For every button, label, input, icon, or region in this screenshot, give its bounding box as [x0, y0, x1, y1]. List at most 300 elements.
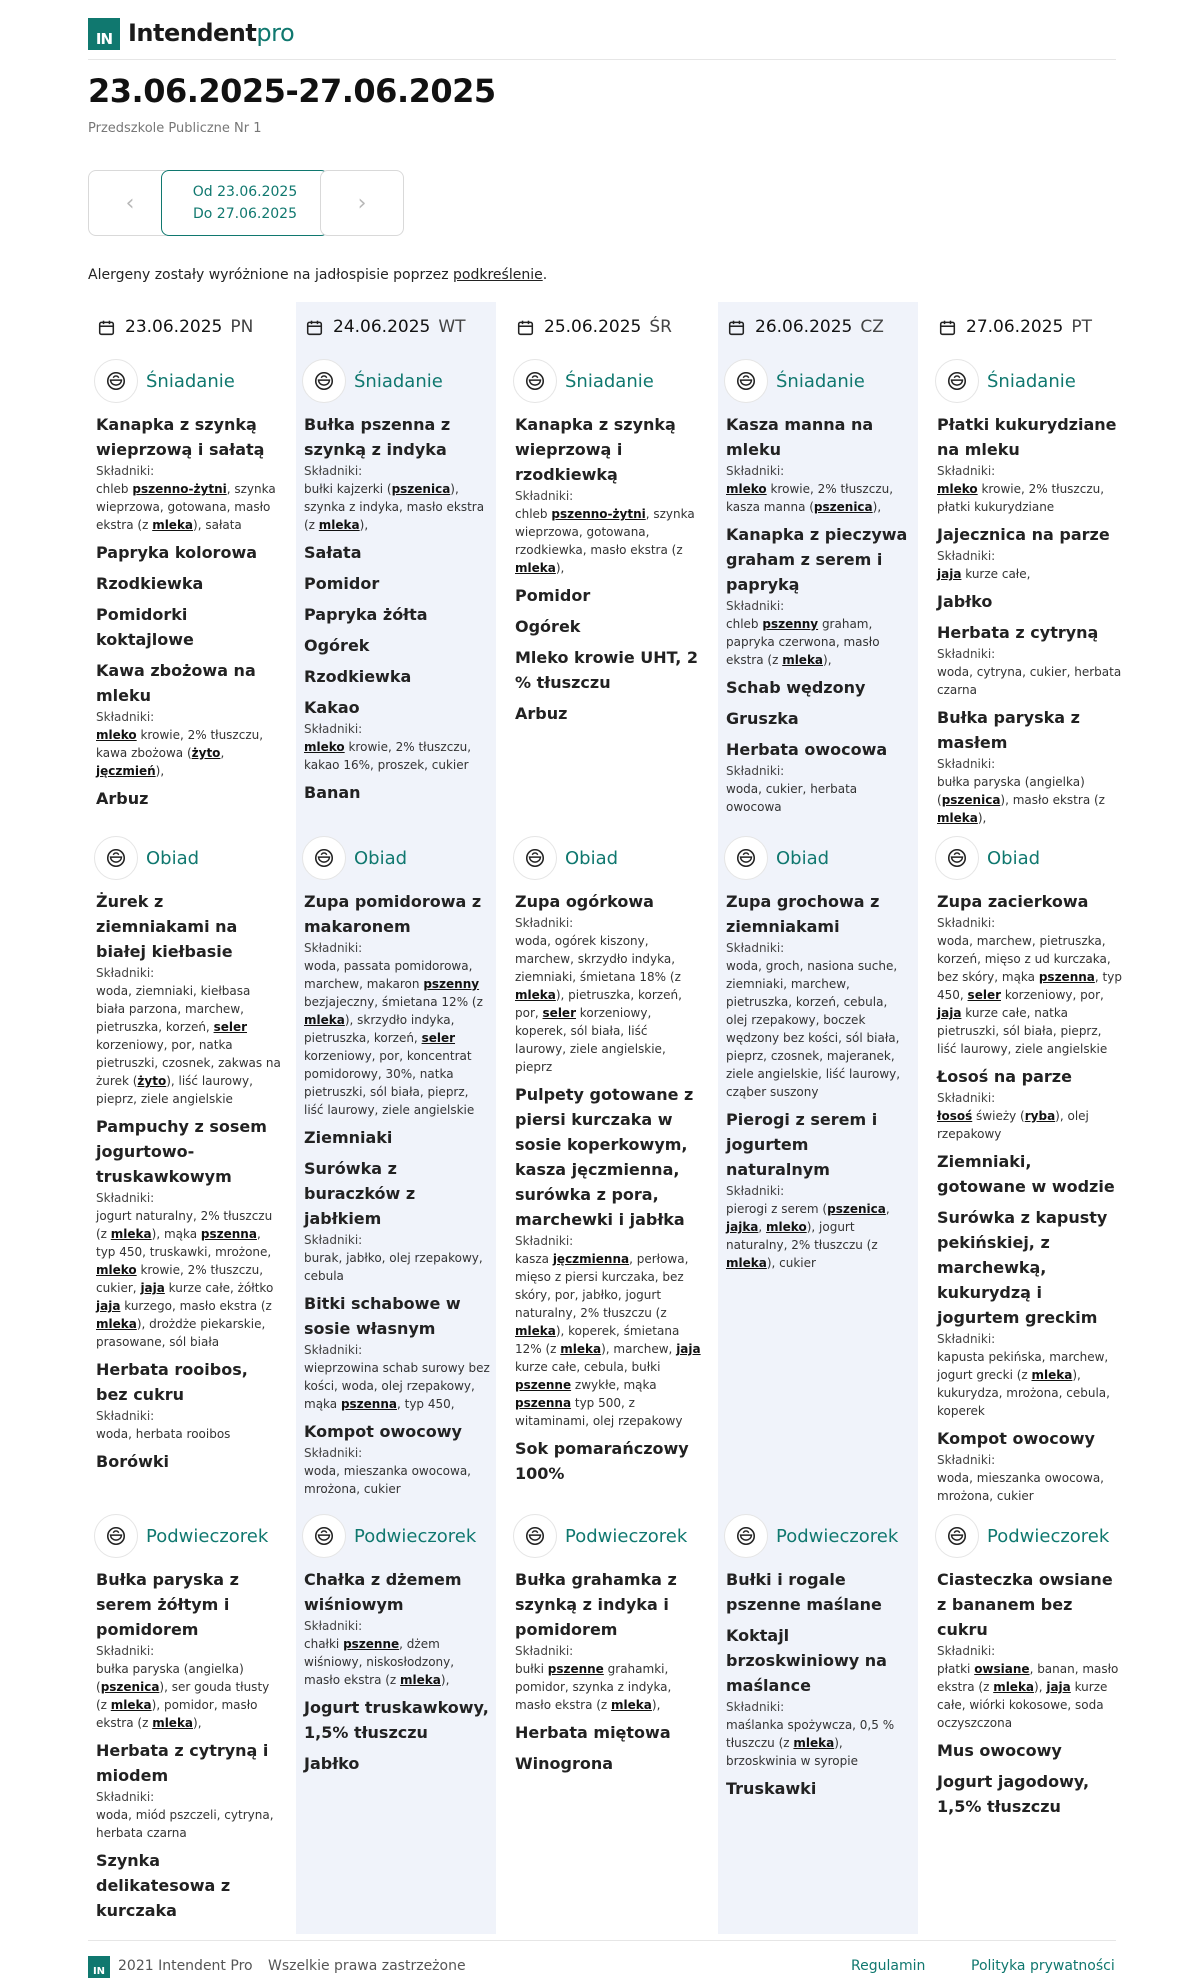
menu-item [96, 1357, 282, 1443]
ingredients-text [726, 615, 912, 669]
allergen: pszenna [1038, 970, 1095, 984]
app-header [88, 18, 1116, 60]
meal-items [296, 889, 496, 1498]
menu-item [96, 540, 282, 565]
privacy-link[interactable]: Polityka prywatności [971, 1958, 1115, 1974]
meal-name: Podwieczorek [146, 1525, 269, 1547]
allergen: jęczmień [96, 764, 156, 778]
day-header [507, 302, 707, 352]
ingredients-text [96, 1207, 282, 1351]
ingredient-text: bułka paryska (angielka) ( [96, 1662, 244, 1694]
meal-bowl-icon [935, 1514, 979, 1558]
meal-name: Obiad [146, 847, 200, 869]
meal-bowl-icon [724, 359, 768, 403]
ingredient-text: bułki [515, 1662, 548, 1676]
range-from: Od 23.06.2025 [192, 184, 298, 200]
meal-name: Śniadanie [354, 370, 443, 392]
menu-item [515, 1082, 701, 1430]
menu-item-name: Winogrona [515, 1754, 614, 1773]
ingredient-text: korzeniowy, por, [1001, 988, 1104, 1002]
menu-item [726, 1567, 912, 1617]
meal-name: Śniadanie [565, 370, 654, 392]
ingredient-text: bułki kajzerki ( [304, 482, 392, 496]
meal-items [296, 412, 496, 805]
allergen: żyto [137, 1074, 167, 1088]
menu-item-name: Kakao [304, 698, 360, 717]
ingredients-label: Składniki: [96, 1191, 155, 1205]
menu-item-name: Schab wędzony [726, 678, 866, 697]
allergen: mleko [726, 482, 767, 496]
meal-items [88, 889, 288, 1474]
ingredients-label: Składniki: [304, 1446, 363, 1460]
ingredient-text: ), jogurt naturalny, 2% tłuszczu (z [726, 1220, 878, 1252]
menu-item-name: Truskawki [726, 1779, 817, 1798]
menu-item-name: Płatki kukurydziane na mleku [937, 415, 1117, 459]
meal-header [724, 1513, 918, 1559]
allergen-note [88, 267, 547, 283]
ingredients-text [304, 1462, 490, 1498]
menu-item [96, 889, 282, 1108]
next-week-button[interactable] [320, 170, 404, 236]
menu-item-name: Jabłko [304, 1754, 360, 1773]
date-range-selector[interactable] [161, 170, 329, 236]
allergen: pszenny [423, 977, 480, 991]
ingredients [96, 1642, 282, 1732]
allergen: pszenno-żytni [551, 507, 646, 521]
menu-item-name: Żurek z ziemniakami na białej kiełbasie [96, 892, 238, 961]
meal-bowl-icon [302, 1514, 346, 1558]
meal-header [513, 835, 707, 881]
menu-item-name: Chałka z dżemem wiśniowym [304, 1570, 462, 1614]
ingredients-label: Składniki: [304, 1233, 363, 1247]
ingredients-text [937, 773, 1123, 827]
ingredients-text [726, 480, 912, 516]
ingredients-text [96, 1806, 282, 1842]
meal-items [507, 412, 707, 726]
ingredients-label: Składniki: [726, 1700, 785, 1714]
ingredients-text [96, 726, 282, 780]
ingredients [937, 645, 1123, 699]
ingredient-text: ), pomidor, masło ekstra (z [96, 1698, 258, 1730]
menu-item-name: Zupa pomidorowa z makaronem [304, 892, 482, 936]
meal-items [929, 889, 1129, 1505]
menu-item-name: Banan [304, 783, 361, 802]
meal-items [507, 1567, 707, 1776]
menu-item [515, 1567, 701, 1714]
menu-item [937, 1205, 1123, 1420]
allergen: mleka [937, 811, 978, 825]
meal-items [507, 889, 707, 1486]
ingredients-label: Składniki: [937, 1453, 996, 1467]
menu-item-name: Mus owocowy [937, 1741, 1062, 1760]
ingredient-text: ), [193, 1716, 202, 1730]
ingredient-text: ), sałata [193, 518, 242, 532]
allergen: mleka [400, 1673, 441, 1687]
ingredients [304, 1231, 490, 1285]
day-header [296, 302, 496, 352]
day-column [88, 302, 288, 1931]
ingredients-label: Składniki: [726, 941, 785, 955]
menu-item-name: Zupa ogórkowa [515, 892, 654, 911]
ingredient-text: , typ 450, [937, 970, 1122, 1002]
day-abbr: ŚR [649, 317, 672, 337]
day-date: 25.06.2025 [544, 317, 642, 337]
meal-header [302, 1513, 496, 1559]
allergen: pszenica [813, 500, 873, 514]
ingredient-text: ), cukier [766, 1256, 816, 1270]
ingredient-text: krowie, 2% tłuszczu, kasza manna ( [726, 482, 894, 514]
ingredients-label: Składniki: [937, 549, 996, 563]
meal-header [513, 358, 707, 404]
ingredient-text: ), olej rzepakowy [937, 1109, 1089, 1141]
ingredients [726, 762, 912, 816]
menu-item [515, 1751, 701, 1776]
ingredients-label: Składniki: [515, 1234, 574, 1248]
ingredient-text: ), ser gouda tłusty (z [96, 1680, 270, 1712]
menu-item-name: Rzodkiewka [96, 574, 204, 593]
allergen: pszenno-żytni [132, 482, 227, 496]
allergen: mleka [110, 1698, 152, 1712]
ingredient-text: ), [555, 561, 565, 575]
menu-item [96, 571, 282, 596]
ingredients [937, 547, 1123, 583]
ingredients [515, 1642, 701, 1714]
ingredient-text: , typ 450, truskawki, mrożone, [96, 1227, 272, 1259]
menu-item [304, 571, 490, 596]
ingredient-text: , [885, 1202, 890, 1216]
menu-item [96, 1567, 282, 1732]
menu-item [937, 705, 1123, 827]
menu-item [96, 658, 282, 780]
menu-item-name: Kasza manna na mleku [726, 415, 874, 459]
meal-header [724, 358, 918, 404]
menu-item [96, 786, 282, 811]
allergen: mleka [304, 1013, 345, 1027]
page-title: 23.06.2025-27.06.2025 [88, 72, 496, 110]
day-column [296, 302, 496, 1931]
allergen: seler [213, 1020, 248, 1034]
ingredient-text: krowie, 2% tłuszczu, płatki kukurydziane [937, 482, 1105, 514]
menu-item-name: Pomidor [304, 574, 380, 593]
meal-items [88, 1567, 288, 1923]
menu-item-name: Papryka kolorowa [96, 543, 258, 562]
menu-item-name: Bułka paryska z serem żółtym i pomidorem [96, 1570, 239, 1639]
allergen: mleko [304, 740, 345, 754]
allergen: pszenica [941, 793, 1001, 807]
menu-item [726, 675, 912, 700]
allergen: jaja [676, 1342, 701, 1356]
meal-items [88, 412, 288, 811]
allergen: jęczmienna [552, 1252, 630, 1266]
ingredients-text [515, 932, 701, 1076]
day-date: 23.06.2025 [125, 317, 223, 337]
meal-name: Podwieczorek [987, 1525, 1110, 1547]
menu-item-name: Ogórek [304, 636, 370, 655]
ingredients [726, 462, 912, 516]
menu-item [304, 780, 490, 805]
day-abbr: PT [1071, 317, 1092, 337]
menu-item [515, 614, 701, 639]
meal-header [935, 1513, 1129, 1559]
allergen: pszenna [200, 1227, 257, 1241]
footer-copyright: 2021 Intendent Pro [118, 1958, 253, 1974]
meal-bowl-icon [724, 836, 768, 880]
ingredients [304, 462, 490, 534]
ingredients-label: Składniki: [304, 941, 363, 955]
ingredients-label: Składniki: [304, 464, 363, 478]
menu-item-name: Jajecznica na parze [937, 525, 1110, 544]
meal-name: Podwieczorek [354, 1525, 477, 1547]
meal-items [718, 889, 918, 1272]
menu-item-name: Sok pomarańczowy 100% [515, 1439, 689, 1483]
menu-item-name: Rzodkiewka [304, 667, 412, 686]
menu-item [726, 1776, 912, 1801]
ingredient-text: krowie, 2% tłuszczu, kakao 16%, proszek, cukier [304, 740, 472, 772]
ingredients [937, 1642, 1123, 1732]
allergen: pszenna [515, 1396, 572, 1410]
menu-item [304, 1695, 490, 1745]
meal-bowl-icon [724, 1514, 768, 1558]
menu-item [304, 602, 490, 627]
ingredient-text: korzeniowy, koperek, sól biała, liść laurowy, ziele angielskie, pieprz [515, 1006, 666, 1074]
ingredient-text: woda, mieszanka owocowa, mrożona, cukier [937, 1471, 1104, 1503]
menu-item-name: Sałata [304, 543, 362, 562]
allergen: ryba [1024, 1109, 1056, 1123]
ingredients-text [304, 1359, 490, 1413]
menu-item-name: Bułki i rogale pszenne maślane [726, 1570, 882, 1614]
allergen: mleka [152, 1716, 194, 1730]
ingredients-text [726, 1200, 912, 1272]
ingredients-label: Składniki: [937, 916, 996, 930]
ingredients-label: Składniki: [304, 1619, 363, 1633]
menu-item [96, 412, 282, 534]
allergen: mleka [793, 1736, 835, 1750]
ingredient-text: burak, jabłko, olej rzepakowy, cebula [304, 1251, 483, 1283]
previous-week-button[interactable] [88, 170, 172, 236]
menu-item [304, 1567, 490, 1689]
ingredient-text: ), koperek, śmietana 12% (z [515, 1324, 680, 1356]
ingredient-text: świeży ( [972, 1109, 1025, 1123]
ingredient-text: , perłowa, mięso z piersi kurczaka, bez skóry, por, jabłko, jogurt naturalny, 2% tłuszczu (z [515, 1252, 689, 1320]
menu-item [96, 1449, 282, 1474]
day-abbr: CZ [860, 317, 884, 337]
allergen: mleka [515, 561, 556, 575]
ingredients-label: Składniki: [96, 1790, 155, 1804]
menu-item-name: Kanapka z szynką wieprzową i sałatą [96, 415, 265, 459]
meal-header [513, 1513, 707, 1559]
menu-item [726, 412, 912, 516]
menu-item-name: Kompot owocowy [304, 1422, 462, 1441]
menu-item [304, 1419, 490, 1498]
ingredient-text: kapusta pekińska, marchew, jogurt grecki (z [937, 1350, 1109, 1382]
meal-bowl-icon [94, 836, 138, 880]
menu-item [937, 1567, 1123, 1732]
ingredients-label: Składniki: [726, 1184, 785, 1198]
menu-item [937, 412, 1123, 516]
ingredients-text [937, 1107, 1123, 1143]
calendar-icon [939, 319, 956, 336]
ingredient-text: kasza [515, 1252, 553, 1266]
meal-bowl-icon [935, 836, 979, 880]
ingredient-text: woda, groch, nasiona suche, ziemniaki, marchew, pietruszka, korzeń, cebula, olej rzepakowy, boczek wędzony bez kości, sól biała, pieprz, czosnek, majeranek, ziele angielskie, liść laurowy, cząber suszony [726, 959, 901, 1099]
menu-item [937, 522, 1123, 583]
ingredients-text [515, 1250, 701, 1430]
logo-text[interactable] [128, 19, 294, 47]
menu-item-name: Szynka delikatesowa z kurczaka [96, 1851, 231, 1920]
ingredients [96, 1189, 282, 1351]
menu-item-name: Kawa zbożowa na mleku [96, 661, 256, 705]
ingredients [304, 720, 490, 774]
meal-items [929, 412, 1129, 827]
school-name: Przedszkole Publiczne Nr 1 [88, 121, 262, 136]
ingredient-text: bezjajeczny, śmietana 12% (z [304, 995, 483, 1009]
ingredient-text: jogurt naturalny, 2% tłuszczu (z [96, 1209, 273, 1241]
ingredient-text: korzeniowy, por, koncentrat pomidorowy, 30%, natka pietruszki, sól biała, pieprz, liść laurowy, ziele angielskie [304, 1049, 475, 1117]
menu-item [937, 1149, 1123, 1199]
ingredients-label: Składniki: [304, 722, 363, 736]
ingredients-text [96, 480, 282, 534]
meal-name: Obiad [565, 847, 619, 869]
ingredients-text [96, 982, 282, 1108]
ingredient-text: korzeniowy, por, natka pietruszki, czosnek, zakwas na żurek ( [96, 1038, 281, 1088]
ingredients-label: Składniki: [937, 1332, 996, 1346]
allergen-note-text: Alergeny zostały wyróżnione na jadłospisie poprzez [88, 267, 454, 283]
logo-name: Intendent [128, 19, 257, 47]
ingredient-text: ), pietruszka, korzeń, por, [515, 988, 682, 1020]
ingredient-text: chleb [726, 617, 763, 631]
menu-item [937, 1064, 1123, 1143]
menu-item-name: Ciasteczka owsiane z bananem bez cukru [937, 1570, 1113, 1639]
menu-item-name: Herbata rooibos, bez cukru [96, 1360, 248, 1404]
allergen: mleka [515, 988, 556, 1002]
logo-mark[interactable]: IN [88, 18, 120, 50]
ingredient-text: bułka paryska (angielka) ( [937, 775, 1085, 807]
ingredients [726, 939, 912, 1101]
ingredient-text: zwykłe, mąka [571, 1378, 657, 1392]
ingredients-label: Składniki: [937, 647, 996, 661]
meal-header [94, 835, 288, 881]
ingredients-text [304, 1635, 490, 1689]
ingredients-label: Składniki: [96, 1644, 155, 1658]
ingredient-text: woda, mieszanka owocowa, mrożona, cukier [304, 1464, 471, 1496]
menu-item [304, 540, 490, 565]
chevron-left-icon: ‹ [125, 190, 135, 216]
menu-item [304, 664, 490, 689]
ingredients-text [304, 480, 490, 534]
menu-item [304, 633, 490, 658]
menu-item [937, 589, 1123, 614]
ingredients-text [937, 565, 1123, 583]
ingredient-text: ), masło ekstra (z [1000, 793, 1105, 807]
meal-name: Obiad [776, 847, 830, 869]
meal-header [935, 358, 1129, 404]
menu-item-name: Arbuz [96, 789, 149, 808]
ingredient-text: chleb [96, 482, 133, 496]
menu-item-name: Ziemniaki [304, 1128, 393, 1147]
allergen: owsiane [974, 1662, 1030, 1676]
menu-item [726, 522, 912, 669]
allergen: pszenne [515, 1378, 572, 1392]
ingredients [726, 1698, 912, 1770]
allergen: pszenica [391, 482, 451, 496]
terms-link[interactable]: Regulamin [851, 1958, 926, 1974]
allergen: mleka [515, 1324, 556, 1338]
allergen: mleka [1031, 1368, 1073, 1382]
ingredients-label: Składniki: [726, 599, 785, 613]
ingredients [937, 1089, 1123, 1143]
ingredients-text [726, 780, 912, 816]
ingredient-text: ), [359, 518, 369, 532]
menu-item-name: Kanapka z pieczywa graham z serem i papryką [726, 525, 908, 594]
menu-item [515, 1436, 701, 1486]
ingredients-label: Składniki: [304, 1343, 363, 1357]
ingredients [96, 462, 282, 534]
menu-item [726, 737, 912, 816]
menu-item [515, 645, 701, 695]
meal-bowl-icon [935, 359, 979, 403]
allergen: mleka [611, 1698, 652, 1712]
allergen: mleka [782, 653, 824, 667]
meal-bowl-icon [513, 836, 557, 880]
ingredient-text: typ 500, z witaminami, olej rzepakowy [515, 1396, 683, 1428]
meal-header [94, 1513, 288, 1559]
allergen: mleka [96, 1317, 137, 1331]
ingredient-text: ), brzoskwinia w syropie [726, 1736, 858, 1768]
menu-item [515, 412, 701, 577]
ingredient-text: ), [440, 1673, 450, 1687]
ingredient-text: woda, passata pomidorowa, marchew, makaron [304, 959, 473, 991]
menu-item [96, 602, 282, 652]
meal-header [935, 835, 1129, 881]
ingredients [937, 1330, 1123, 1420]
meal-header [302, 358, 496, 404]
footer [88, 1940, 1116, 1988]
menu-item-name: Bułka pszenna z szynką z indyka [304, 415, 451, 459]
ingredients-label: Składniki: [937, 757, 996, 771]
ingredient-text: , banan, masło ekstra (z [937, 1662, 1119, 1694]
ingredients-text [515, 1660, 701, 1714]
ingredients-label: Składniki: [726, 464, 785, 478]
meal-name: Śniadanie [776, 370, 865, 392]
ingredient-text: wieprzowina schab surowy bez kości, woda, olej rzepakowy, mąka [304, 1361, 490, 1411]
menu-item [304, 889, 490, 1119]
ingredients-text [937, 1348, 1123, 1420]
ingredients [304, 1617, 490, 1689]
ingredients [937, 914, 1123, 1058]
ingredient-text: chałki [304, 1637, 344, 1651]
menu-item-name: Koktajl brzoskwiniowy na maślance [726, 1626, 887, 1695]
ingredients-text [304, 1249, 490, 1285]
ingredient-text: woda, marchew, pietruszka, korzeń, mięso z ud kurczaka, bez skóry, mąka [937, 934, 1111, 984]
ingredient-text: woda, cytryna, cukier, herbata czarna [937, 665, 1122, 697]
menu-item-name: Kanapka z szynką wieprzową i rzodkiewką [515, 415, 676, 484]
menu-item [304, 1125, 490, 1150]
menu-item-name: Pampuchy z sosem jogurtowo-truskawkowym [96, 1117, 267, 1186]
ingredients-label: Składniki: [515, 489, 574, 503]
meal-header [724, 835, 918, 881]
ingredients-label: Składniki: [96, 464, 155, 478]
allergen: jajka [726, 1220, 759, 1234]
ingredient-text: woda, cukier, herbata owocowa [726, 782, 858, 814]
menu-item-name: Herbata z cytryną [937, 623, 1099, 642]
menu-item [515, 701, 701, 726]
footer-logo-mark: IN [88, 1956, 110, 1978]
allergen: mleko [937, 482, 978, 496]
meal-name: Obiad [987, 847, 1041, 869]
meal-header [94, 358, 288, 404]
ingredient-text: kurze całe, cebula, bułki [515, 1360, 661, 1374]
ingredients-text [937, 1660, 1123, 1732]
